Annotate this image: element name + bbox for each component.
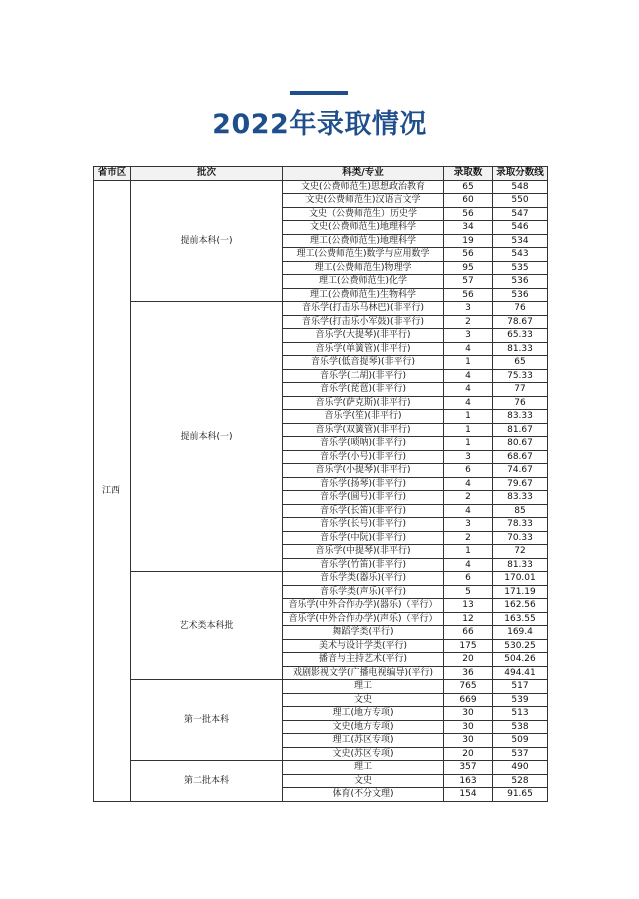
- count-cell: 5: [444, 585, 493, 599]
- major-cell: 理工(公费师范生)化学: [283, 275, 444, 289]
- count-cell: 56: [444, 248, 493, 262]
- table-row: [94, 761, 548, 775]
- major-cell: 理工: [283, 680, 444, 694]
- count-cell: 1: [444, 423, 493, 437]
- batch-cell: 艺术类本科批: [131, 572, 283, 680]
- count-cell: 4: [444, 504, 493, 518]
- count-cell: 6: [444, 464, 493, 478]
- count-cell: 1: [444, 437, 493, 451]
- score-cell: 75.33: [493, 369, 548, 383]
- major-cell: 音乐学(琵琶)(非平行): [283, 383, 444, 397]
- score-cell: 72: [493, 545, 548, 559]
- major-cell: 音乐学(中外合作办学)(器乐)（平行）: [283, 599, 444, 613]
- major-cell: 音乐学(笙)(非平行): [283, 410, 444, 424]
- score-cell: 535: [493, 261, 548, 275]
- score-cell: 537: [493, 747, 548, 761]
- score-cell: 80.67: [493, 437, 548, 451]
- major-cell: 理工(公费师范生)物理学: [283, 261, 444, 275]
- score-cell: 162.56: [493, 599, 548, 613]
- score-cell: 539: [493, 693, 548, 707]
- major-cell: 文史（公费师范生）历史学: [283, 207, 444, 221]
- count-cell: 4: [444, 369, 493, 383]
- admission-table: [93, 166, 548, 802]
- count-cell: 2: [444, 531, 493, 545]
- major-cell: 文史: [283, 693, 444, 707]
- table-row: [94, 572, 548, 586]
- count-cell: 1: [444, 356, 493, 370]
- province-cell: 江西: [94, 180, 131, 801]
- score-cell: 490: [493, 761, 548, 775]
- major-cell: 音乐学(唢呐)(非平行): [283, 437, 444, 451]
- major-cell: 美术与设计学类(平行): [283, 639, 444, 653]
- major-cell: 音乐学(中提琴)(非平行): [283, 545, 444, 559]
- score-cell: 530.25: [493, 639, 548, 653]
- count-cell: 20: [444, 653, 493, 667]
- major-cell: 音乐学(打击乐马林巴)(非平行): [283, 302, 444, 316]
- major-cell: 音乐学(萨克斯)(非平行): [283, 396, 444, 410]
- count-cell: 66: [444, 626, 493, 640]
- score-cell: 77: [493, 383, 548, 397]
- score-cell: 74.67: [493, 464, 548, 478]
- score-cell: 170.01: [493, 572, 548, 586]
- score-cell: 171.19: [493, 585, 548, 599]
- score-cell: 81.33: [493, 558, 548, 572]
- score-cell: 65: [493, 356, 548, 370]
- batch-cell: 第一批本科: [131, 680, 283, 761]
- count-cell: 19: [444, 234, 493, 248]
- score-cell: 509: [493, 734, 548, 748]
- batch-cell: 第二批本科: [131, 761, 283, 802]
- page-title: 2022年录取情况: [212, 109, 427, 140]
- score-cell: 68.67: [493, 450, 548, 464]
- table-body: [94, 180, 548, 801]
- count-cell: 4: [444, 396, 493, 410]
- major-cell: 理工(公费师范生)生物科学: [283, 288, 444, 302]
- major-cell: 音乐学类(声乐)(平行): [283, 585, 444, 599]
- header-province: 省市区: [94, 167, 131, 181]
- score-cell: 79.67: [493, 477, 548, 491]
- table-header-row: [94, 167, 548, 181]
- count-cell: 154: [444, 788, 493, 802]
- count-cell: 20: [444, 747, 493, 761]
- count-cell: 3: [444, 518, 493, 532]
- score-cell: 534: [493, 234, 548, 248]
- major-cell: 理工(地方专项): [283, 707, 444, 721]
- count-cell: 1: [444, 410, 493, 424]
- header-batch: 批次: [131, 167, 283, 181]
- header-major: 科类/专业: [283, 167, 444, 181]
- score-cell: 81.67: [493, 423, 548, 437]
- count-cell: 175: [444, 639, 493, 653]
- score-cell: 543: [493, 248, 548, 262]
- major-cell: 理工: [283, 761, 444, 775]
- major-cell: 音乐学(长笛)(非平行): [283, 504, 444, 518]
- major-cell: 音乐学(中阮)(非平行): [283, 531, 444, 545]
- score-cell: 83.33: [493, 410, 548, 424]
- major-cell: 音乐学(长号)(非平行): [283, 518, 444, 532]
- count-cell: 357: [444, 761, 493, 775]
- score-cell: 76: [493, 302, 548, 316]
- major-cell: 理工(公费师范生)地理科学: [283, 234, 444, 248]
- major-cell: 文史(公费师范生)地理科学: [283, 221, 444, 235]
- score-cell: 78.33: [493, 518, 548, 532]
- major-cell: 理工(苏区专项): [283, 734, 444, 748]
- count-cell: 30: [444, 707, 493, 721]
- count-cell: 669: [444, 693, 493, 707]
- count-cell: 36: [444, 666, 493, 680]
- count-cell: 95: [444, 261, 493, 275]
- score-cell: 76: [493, 396, 548, 410]
- count-cell: 30: [444, 734, 493, 748]
- major-cell: 音乐学(竹笛)(非平行): [283, 558, 444, 572]
- count-cell: 4: [444, 477, 493, 491]
- major-cell: 舞蹈学类(平行): [283, 626, 444, 640]
- count-cell: 56: [444, 288, 493, 302]
- major-cell: 音乐学(大提琴)(非平行): [283, 329, 444, 343]
- count-cell: 65: [444, 180, 493, 194]
- table-row: [94, 180, 548, 194]
- major-cell: 音乐学(圆号)(非平行): [283, 491, 444, 505]
- score-cell: 494.41: [493, 666, 548, 680]
- count-cell: 3: [444, 450, 493, 464]
- major-cell: 体育(不分文理): [283, 788, 444, 802]
- score-cell: 81.33: [493, 342, 548, 356]
- table-row: [94, 680, 548, 694]
- count-cell: 3: [444, 329, 493, 343]
- score-cell: 504.26: [493, 653, 548, 667]
- count-cell: 60: [444, 194, 493, 208]
- score-cell: 169.4: [493, 626, 548, 640]
- count-cell: 3: [444, 302, 493, 316]
- header-score: 录取分数线: [493, 167, 548, 181]
- score-cell: 513: [493, 707, 548, 721]
- major-cell: 文史(公费师范生)汉语言文学: [283, 194, 444, 208]
- header-count: 录取数: [444, 167, 493, 181]
- score-cell: 536: [493, 275, 548, 289]
- count-cell: 2: [444, 491, 493, 505]
- count-cell: 4: [444, 383, 493, 397]
- major-cell: 戏剧影视文学(广播电视编导)(平行): [283, 666, 444, 680]
- major-cell: 音乐学类(器乐)(平行): [283, 572, 444, 586]
- major-cell: 理工(公费师范生)数学与应用数学: [283, 248, 444, 262]
- count-cell: 13: [444, 599, 493, 613]
- score-cell: 538: [493, 720, 548, 734]
- table-row: [94, 302, 548, 316]
- count-cell: 765: [444, 680, 493, 694]
- score-cell: 91.65: [493, 788, 548, 802]
- major-cell: 音乐学(小提琴)(非平行): [283, 464, 444, 478]
- count-cell: 34: [444, 221, 493, 235]
- score-cell: 70.33: [493, 531, 548, 545]
- score-cell: 528: [493, 774, 548, 788]
- score-cell: 548: [493, 180, 548, 194]
- score-cell: 65.33: [493, 329, 548, 343]
- major-cell: 文史: [283, 774, 444, 788]
- score-cell: 547: [493, 207, 548, 221]
- count-cell: 30: [444, 720, 493, 734]
- score-cell: 550: [493, 194, 548, 208]
- count-cell: 2: [444, 315, 493, 329]
- major-cell: 音乐学(打击乐小军鼓)(非平行): [283, 315, 444, 329]
- count-cell: 1: [444, 545, 493, 559]
- title-accent-bar: [290, 91, 348, 95]
- score-cell: 536: [493, 288, 548, 302]
- major-cell: 播音与主持艺术(平行): [283, 653, 444, 667]
- score-cell: 546: [493, 221, 548, 235]
- count-cell: 163: [444, 774, 493, 788]
- score-cell: 85: [493, 504, 548, 518]
- score-cell: 78.67: [493, 315, 548, 329]
- score-cell: 517: [493, 680, 548, 694]
- major-cell: 文史(公费师范生)思想政治教育: [283, 180, 444, 194]
- batch-cell: 提前本科(一): [131, 302, 283, 572]
- count-cell: 4: [444, 558, 493, 572]
- major-cell: 音乐学(双簧管)(非平行): [283, 423, 444, 437]
- count-cell: 12: [444, 612, 493, 626]
- count-cell: 56: [444, 207, 493, 221]
- major-cell: 音乐学(单簧管)(非平行): [283, 342, 444, 356]
- major-cell: 音乐学(扬琴)(非平行): [283, 477, 444, 491]
- count-cell: 6: [444, 572, 493, 586]
- batch-cell: 提前本科(一): [131, 180, 283, 302]
- count-cell: 57: [444, 275, 493, 289]
- count-cell: 4: [444, 342, 493, 356]
- major-cell: 文史(苏区专项): [283, 747, 444, 761]
- major-cell: 音乐学(小号)(非平行): [283, 450, 444, 464]
- major-cell: 音乐学(中外合作办学)(声乐)（平行）: [283, 612, 444, 626]
- major-cell: 文史(地方专项): [283, 720, 444, 734]
- major-cell: 音乐学(二胡)(非平行): [283, 369, 444, 383]
- score-cell: 83.33: [493, 491, 548, 505]
- score-cell: 163.55: [493, 612, 548, 626]
- major-cell: 音乐学(低音提琴)(非平行): [283, 356, 444, 370]
